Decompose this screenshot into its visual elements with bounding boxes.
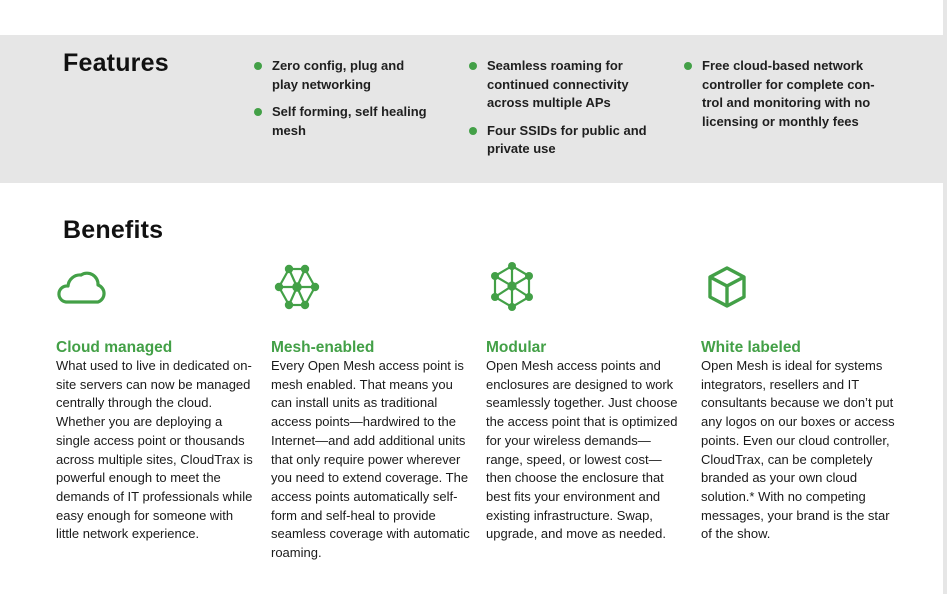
feature-item: Zero config, plug and play networking <box>254 57 429 94</box>
bullet-dot-icon <box>469 127 477 135</box>
benefit-description: What used to live in dedicated on-site servers can now be managed centrally through the cloud. Whether you are deploying a single access point or thousands across multiple sites, CloudTrax is powerful enough to meet the demands of IT professionals while easy enough for someone with little network experience. <box>56 358 253 542</box>
features-column-3 <box>684 57 884 140</box>
feature-item: Free cloud-based network controller for complete con-trol and monitoring with no licensing or monthly fees <box>684 57 884 131</box>
bullet-dot-icon <box>254 108 262 116</box>
benefit-description: Open Mesh access points and enclosures are designed to work seamlessly together. Just choose the access point that is optimized for your wireless demands—range, speed, or lowest cost—then choose the enclosure that best fits your environment and existing infrastructure. Swap, upgrade, and move as needed. <box>486 358 678 542</box>
feature-item: Four SSIDs for public and private use <box>469 122 649 159</box>
page-edge <box>943 0 947 594</box>
benefit-modular <box>486 262 686 544</box>
benefit-mesh-enabled <box>271 262 471 563</box>
benefit-cloud-managed <box>56 262 256 544</box>
benefits-title: Benefits <box>63 216 164 244</box>
benefit-white-labeled <box>701 262 901 544</box>
features-column-1 <box>254 57 429 149</box>
bullet-dot-icon <box>254 62 262 70</box>
feature-item: Seamless roaming for continued connectivity across multiple APs <box>469 57 649 113</box>
benefit-heading: Modular <box>486 339 547 356</box>
bullet-dot-icon <box>684 62 692 70</box>
features-title: Features <box>63 49 169 77</box>
feature-item: Self forming, self healing mesh <box>254 103 429 140</box>
features-section <box>0 35 943 183</box>
bullet-dot-icon <box>469 62 477 70</box>
box-icon <box>699 262 755 314</box>
cloud-icon <box>54 262 110 314</box>
benefit-description: Open Mesh is ideal for systems integrators, resellers and IT consultants because we don’t put any logos on our boxes or access points. Even our cloud controller, CloudTrax, can be completely branded as your own cloud solution.* With no competing messages, your brand is the star of the show. <box>701 358 895 542</box>
modular-cube-network-icon <box>484 262 540 314</box>
benefit-heading: Mesh-enabled <box>271 339 375 356</box>
mesh-network-icon <box>269 262 325 314</box>
benefit-heading: White labeled <box>701 339 801 356</box>
benefit-description: Every Open Mesh access point is mesh enabled. That means you can install units as traditional access points—hardwired to the Internet—and add additional units that only require power wherever you need to extend coverage. The access points automatically self-form and self-heal to provide seamless coverage with automatic roaming. <box>271 358 470 561</box>
features-column-2 <box>469 57 649 168</box>
benefit-heading: Cloud managed <box>56 339 173 356</box>
